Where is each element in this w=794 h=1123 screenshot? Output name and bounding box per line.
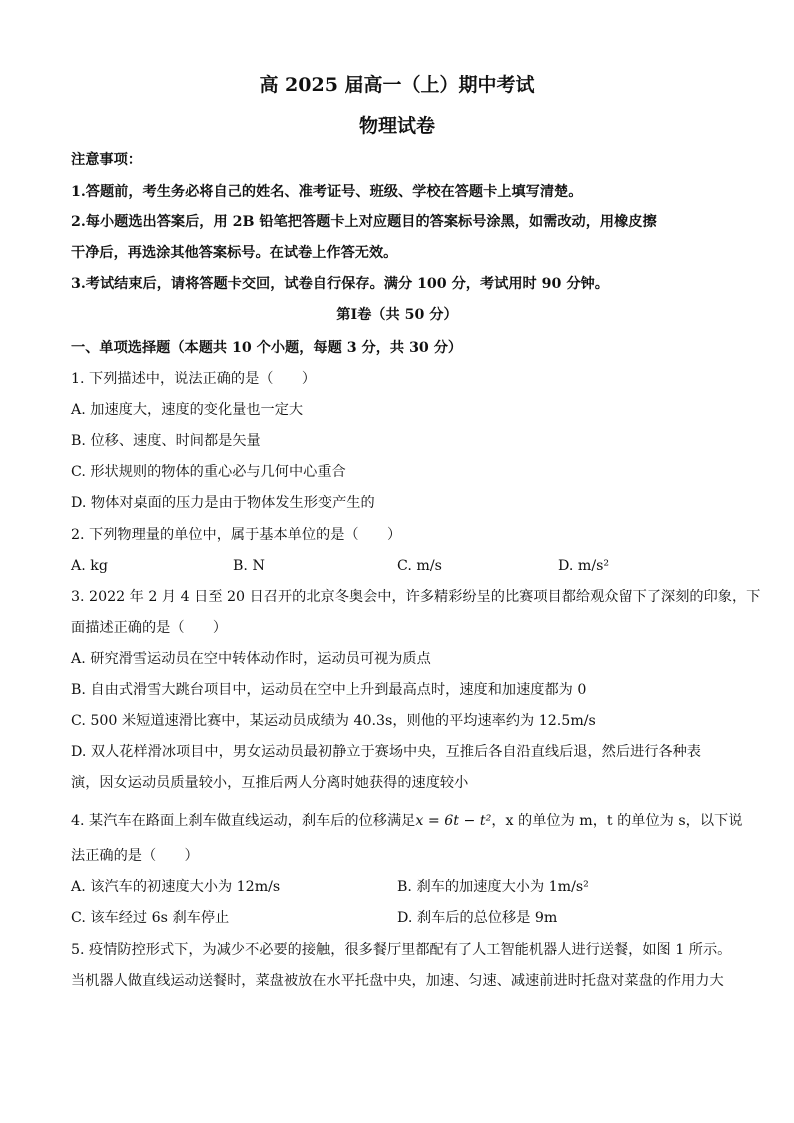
q1-stem: 1. 下列描述中，说法正确的是（ ） — [71, 371, 317, 387]
q3-option-c: C. 500 米短道速滑比赛中，某运动员成绩为 40.3s，则他的平均速率约为 12.5m/s — [71, 713, 596, 729]
notice-heading: 注意事项： — [71, 152, 142, 168]
q4-option-a: A. 该汽车的初速度大小为 12m/s — [71, 879, 281, 895]
q3-option-a: A. 研究滑雪运动员在空中转体动作时，运动员可视为质点 — [71, 651, 431, 667]
q3-option-d-line2: 演，因女运动员质量较小，互推后两人分离时她获得的速度较小 — [71, 775, 469, 791]
q1-option-a: A. 加速度大，速度的变化量也一定大 — [71, 402, 304, 418]
exam-subject: 物理试卷 — [358, 115, 435, 137]
q5-stem-line2: 当机器人做直线运动送餐时，菜盘被放在水平托盘中央，加速、匀速、减速前进时托盘对菜盘的作用力大 — [71, 973, 724, 989]
exam-title: 高 2025 届高一（上）期中考试 — [259, 74, 535, 96]
q2-option-d: D. m/s² — [558, 558, 610, 574]
notice-item-2: 2.每小题选出答案后，用 2B 铅笔把答题卡上对应题目的答案标号涂黑，如需改动，用橡皮擦 — [71, 214, 657, 230]
notice-item-3: 3.考试结束后，请将答题卡交回，试卷自行保存。满分 100 分，考试用时 90 分钟。 — [71, 276, 609, 292]
q3-option-d-line1: D. 双人花样滑冰项目中，男女运动员最初静立于赛场中央，互推后各自沿直线后退，然后进行各种表 — [71, 744, 701, 760]
q5-stem-line1: 5. 疫情防控形式下，为减少不必要的接触，很多餐厅里都配有了人工智能机器人进行送餐，如图 1 所示。 — [71, 942, 732, 958]
q4-option-b: B. 刹车的加速度大小为 1m/s² — [397, 879, 589, 895]
q4-option-d: D. 刹车后的总位移是 9m — [397, 910, 558, 926]
q2-option-a: A. kg — [71, 558, 108, 574]
q4-stem-line2: 法正确的是（ ） — [71, 848, 199, 864]
q2-stem: 2. 下列物理量的单位中，属于基本单位的是（ ） — [71, 527, 402, 543]
q2-option-c: C. m/s — [397, 558, 442, 574]
q1-option-b: B. 位移、速度、时间都是矢量 — [71, 433, 261, 449]
q1-option-c: C. 形状规则的物体的重心必与几何中心重合 — [71, 464, 346, 480]
q3-option-b: B. 自由式滑雪大跳台项目中，运动员在空中上升到最高点时，速度和加速度都为 0 — [71, 682, 587, 698]
q4-stem-text-b: ，x 的单位为 m，t 的单位为 s，以下说 — [491, 813, 743, 829]
section-heading: 一、单项选择题（本题共 10 个小题，每题 3 分，共 30 分） — [71, 340, 463, 356]
q4-stem-text-a: 4. 某汽车在路面上刹车做直线运动，刹车后的位移满足 — [71, 813, 416, 829]
q4-option-c: C. 该车经过 6s 刹车停止 — [71, 910, 230, 926]
notice-item-1: 1.答题前，考生务必将自己的姓名、准考证号、班级、学校在答题卡上填写清楚。 — [71, 184, 583, 200]
q3-stem-line2: 面描述正确的是（ ） — [71, 620, 228, 636]
q3-stem-line1: 3. 2022 年 2 月 4 日至 20 日召开的北京冬奥会中，许多精彩纷呈的比赛项目都给观众留下了深刻的印象，下 — [71, 589, 761, 605]
q4-stem-line1 — [71, 811, 742, 831]
q2-option-b: B. N — [233, 558, 265, 574]
q1-option-d: D. 物体对桌面的压力是由于物体发生形变产生的 — [71, 495, 375, 511]
notice-item-2-cont: 干净后，再选涂其他答案标号。在试卷上作答无效。 — [71, 245, 398, 261]
q4-formula: x = 6t − t² — [415, 813, 492, 829]
volume-heading: 第Ⅰ卷（共 50 分） — [336, 307, 458, 323]
